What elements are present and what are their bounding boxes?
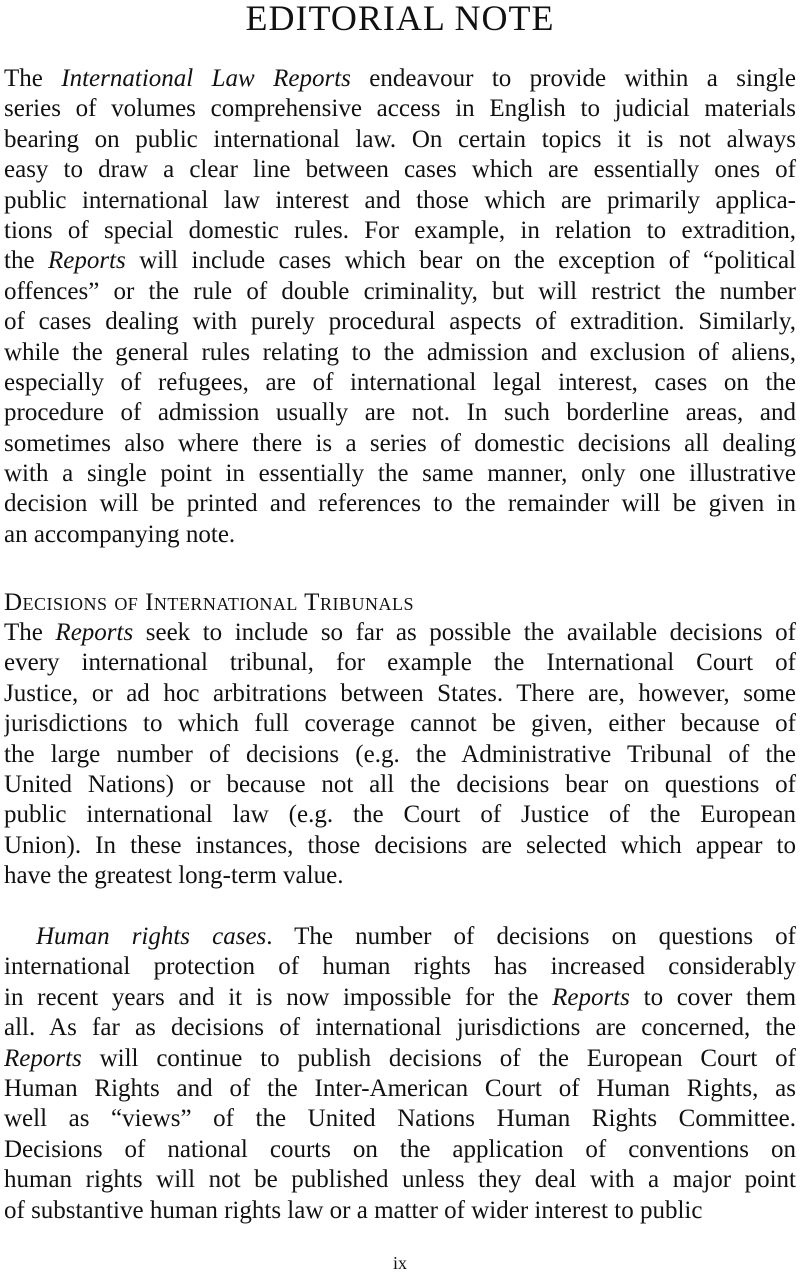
text-line: have the greatest long-term value.	[4, 862, 344, 890]
text-line: public international law (e.g. the Court of Justice of the European	[4, 801, 796, 829]
text-line: the Reports will include cases which bear on the exception of “political	[4, 247, 796, 275]
italic-text: Reports	[4, 1044, 82, 1072]
text-line: sometimes also where there is a series of domestic decisions all dealing	[4, 429, 796, 457]
text-line: easy to draw a clear line between cases which are essentially ones of	[4, 156, 796, 184]
text-line: United Nations) or because not all the decisions bear on questions of	[4, 770, 796, 798]
text-line: well as “views” of the United Nations Human Rights Committee.	[4, 1105, 796, 1133]
text-line: an accompanying note.	[4, 520, 236, 548]
text-line: while the general rules relating to the admission and exclusion of aliens,	[4, 338, 796, 366]
italic-text: Reports	[55, 619, 134, 646]
text-line: series of volumes comprehensive access in English to judicial materials	[4, 95, 796, 123]
text-line: offences” or the rule of double criminality, but will restrict the number	[4, 277, 796, 305]
text-line: of cases dealing with purely procedural aspects of extradition. Similarly,	[4, 308, 796, 336]
text-line: Reports will continue to publish decisions of the European Court of	[4, 1044, 796, 1072]
italic-text: Human rights cases	[36, 923, 267, 950]
text-line: every international tribunal, for example the International Court of	[4, 649, 796, 677]
page-title: EDITORIAL NOTE	[245, 0, 555, 38]
page-number: ix	[392, 1253, 407, 1273]
text-line: The Reports seek to include so far as possible the available decisions of	[4, 619, 796, 646]
text-line: human rights will not be published unless they deal with a major point	[4, 1166, 796, 1194]
italic-text: International Law Reports	[61, 65, 351, 92]
text-line: tions of special domestic rules. For example, in relation to extradition,	[4, 216, 796, 244]
text-line: bearing on public international law. On certain topics it is not always	[4, 125, 796, 153]
text-line: Human rights cases. The number of decisions on questions of	[36, 923, 796, 950]
italic-text: Reports	[552, 983, 630, 1011]
text-line: all. As far as decisions of international jurisdictions are concerned, the	[4, 1014, 796, 1042]
section-heading: Decisions of International Tribunals	[4, 589, 414, 616]
text-line: the large number of decisions (e.g. the Administrative Tribunal of the	[4, 740, 796, 768]
text-line: The International Law Reports endeavour to provide within a single	[4, 65, 796, 92]
text-line: Union). In these instances, those decisions are selected which appear to	[4, 831, 796, 859]
text-line: especially of refugees, are of international legal interest, cases on the	[4, 368, 796, 396]
text-line: international protection of human rights has increased considerably	[4, 953, 796, 981]
text-line: Human Rights and of the Inter-American Court of Human Rights, as	[4, 1074, 796, 1102]
paragraph-intro	[4, 64, 796, 550]
text-line: jurisdictions to which full coverage cannot be given, either because of	[4, 710, 796, 738]
text-line: with a single point in essentially the same manner, only one illustrative	[4, 460, 796, 488]
text-line: public international law interest and those which are primarily applica-	[4, 186, 796, 214]
text-line: procedure of admission usually are not. In such borderline areas, and	[4, 399, 796, 427]
paragraph-international-tribunals	[4, 618, 796, 892]
text-line: in recent years and it is now impossible for the Reports to cover them	[4, 983, 796, 1011]
text-line: of substantive human rights law or a matter of wider interest to public	[4, 1196, 703, 1224]
text-line: Decisions of national courts on the application of conventions on	[4, 1135, 796, 1163]
text-line: decision will be printed and references to the remainder will be given in	[4, 490, 796, 518]
italic-text: Reports	[47, 247, 126, 275]
text-line: Justice, or ad hoc arbitrations between States. There are, however, some	[4, 679, 796, 707]
paragraph-human-rights	[4, 922, 796, 1226]
